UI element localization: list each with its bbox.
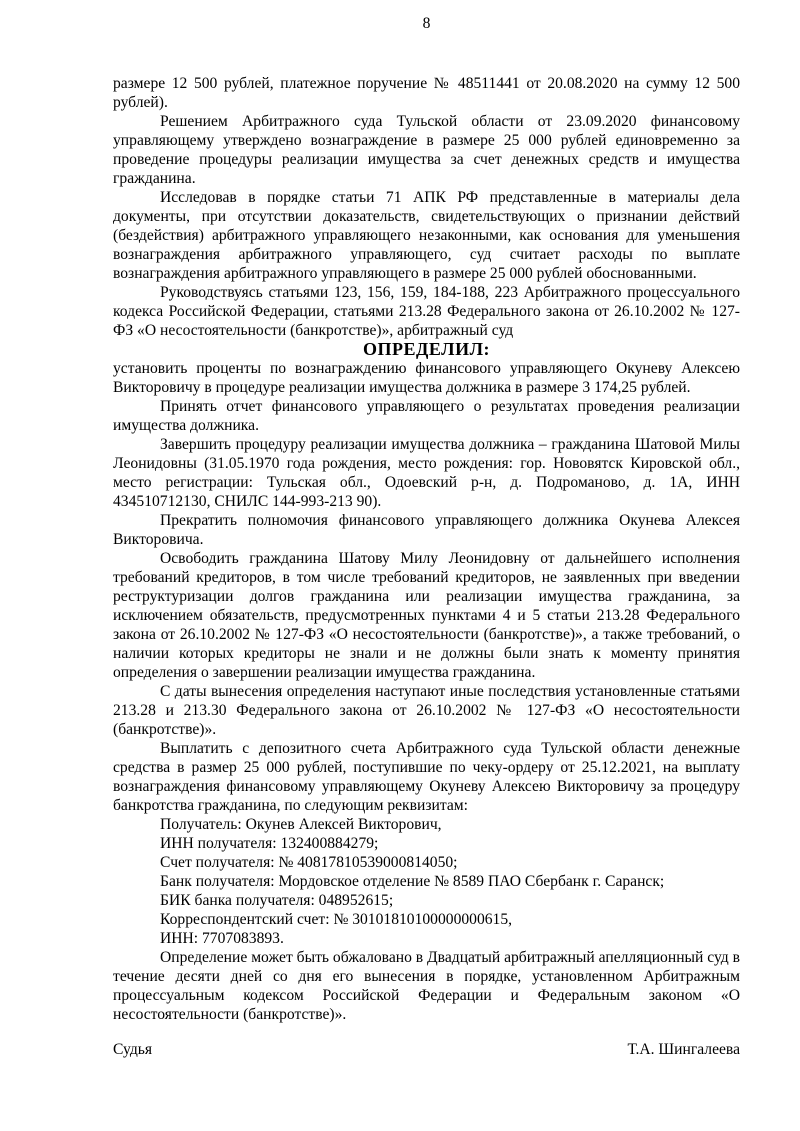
- payment-detail-bik: БИК банка получателя: 048952615;: [160, 892, 394, 909]
- page-number: 8: [422, 15, 431, 32]
- payment-detail-account: Счет получателя: № 40817810539000814050;: [160, 854, 458, 871]
- page-content: [113, 14, 740, 1059]
- payment-details: [113, 815, 740, 948]
- paragraph-appeal: Определение может быть обжаловано в Двадцатый арбитражный апелляционный суд в течение десяти дней со дня его вынесения в порядке, установленном Арбитражным процессуальным кодексом Российской Федерации и Федеральным законом «О несостоятельности (банкротстве)».: [113, 949, 740, 1023]
- paragraph-guided-by: Руководствуясь статьями 123, 156, 159, 184-188, 223 Арбитражного процессуального кодекса Российской Федерации, статьями 213.28 Федерального закона от 26.10.2002 № 127-ФЗ «О несостоятельности (банкротстве)», арбитражный суд: [113, 284, 740, 339]
- paragraph-continuation: размере 12 500 рублей, платежное поручение № 48511441 от 20.08.2020 на сумму 12 500 рублей).: [113, 75, 740, 111]
- payment-detail-recipient: Получатель: Окунев Алексей Викторович,: [160, 816, 442, 833]
- payment-detail-bank-inn: ИНН: 7707083893.: [160, 930, 284, 947]
- paragraph-ruling-release-debtor: Освободить гражданина Шатову Милу Леонидовну от дальнейшего исполнения требований кредиторов, в том числе требований кредиторов, не заявленных при введении реструктуризации долгов гражданина или реализации имущества гражданина, за исключением обязательств, предусмотренных пунктами 4 и 5 статьи 213.28 Федерального закона от 26.10.2002 № 127-ФЗ «О несостоятельности (банкротстве)», а также требований, о наличии которых кредиторы не знали и не должны были знать к моменту принятия определения о завершении реализации имущества гражданина.: [113, 550, 740, 681]
- paragraph-ruling-accept-report: Принять отчет финансового управляющего о результатах проведения реализации имущества должника.: [113, 398, 740, 434]
- paragraph-court-decision: Решением Арбитражного суда Тульской области от 23.09.2020 финансовому управляющему утверждено вознаграждение в размере 25 000 рублей единовременно за проведение процедуры реализации имущества за счет денежных средств и имущества гражданина.: [113, 113, 740, 187]
- payment-detail-recipient-inn: ИНН получателя: 132400884279;: [160, 835, 379, 852]
- paragraph-ruling-terminate-powers: Прекратить полномочия финансового управляющего должника Окунева Алексея Викторовича.: [113, 512, 740, 548]
- signature-row: [113, 1040, 740, 1059]
- ruling-heading: ОПРЕДЕЛИЛ:: [363, 339, 490, 359]
- paragraph-ruling-set-percent: установить проценты по вознаграждению финансового управляющего Окуневу Алексею Викторовичу в процедуре реализации имущества должника в размере 3 174,25 рублей.: [113, 360, 740, 396]
- paragraph-ruling-payout: Выплатить с депозитного счета Арбитражного суда Тульской области денежные средства в размер 25 000 рублей, поступившие по чеку-ордеру от 25.12.2021, на выплату вознаграждения финансовому управляющему Окуневу Алексею Викторовичу за процедуру банкротства гражданина, по следующим реквизитам:: [113, 740, 740, 814]
- paragraph-examination: Исследовав в порядке статьи 71 АПК РФ представленные в материалы дела документы, при отсутствии доказательств, свидетельствующих о признании действий (бездействия) арбитражного управляющего незаконными, как основания для уменьшения вознаграждения арбитражного управляющего, суд считает расходы по выплате вознаграждения арбитражного управляющего в размере 25 000 рублей обоснованными.: [113, 189, 740, 282]
- signature-role: Судья: [113, 1041, 153, 1058]
- payment-detail-corr-account: Корреспондентский счет: № 30101810100000000615,: [160, 911, 513, 928]
- payment-detail-bank: Банк получателя: Мордовское отделение № 8589 ПАО Сбербанк г. Саранск;: [160, 873, 665, 890]
- signature-name: Т.А. Шингалеева: [627, 1041, 740, 1058]
- paragraph-ruling-consequences: С даты вынесения определения наступают иные последствия установленные статьями 213.28 и 213.30 Федерального закона от 26.10.2002 № 127-ФЗ «О несостоятельности (банкротстве)».: [113, 683, 740, 738]
- paragraph-ruling-complete-procedure: Завершить процедуру реализации имущества должника – гражданина Шатовой Милы Леонидовны (31.05.1970 года рождения, место рождения: гор. Нововятск Кировской обл., место регистрации: Тульская обл., Одоевский р-н, д. Подроманово, д. 1А, ИНН 434510712130, СНИЛС 144-993-213 90).: [113, 436, 740, 510]
